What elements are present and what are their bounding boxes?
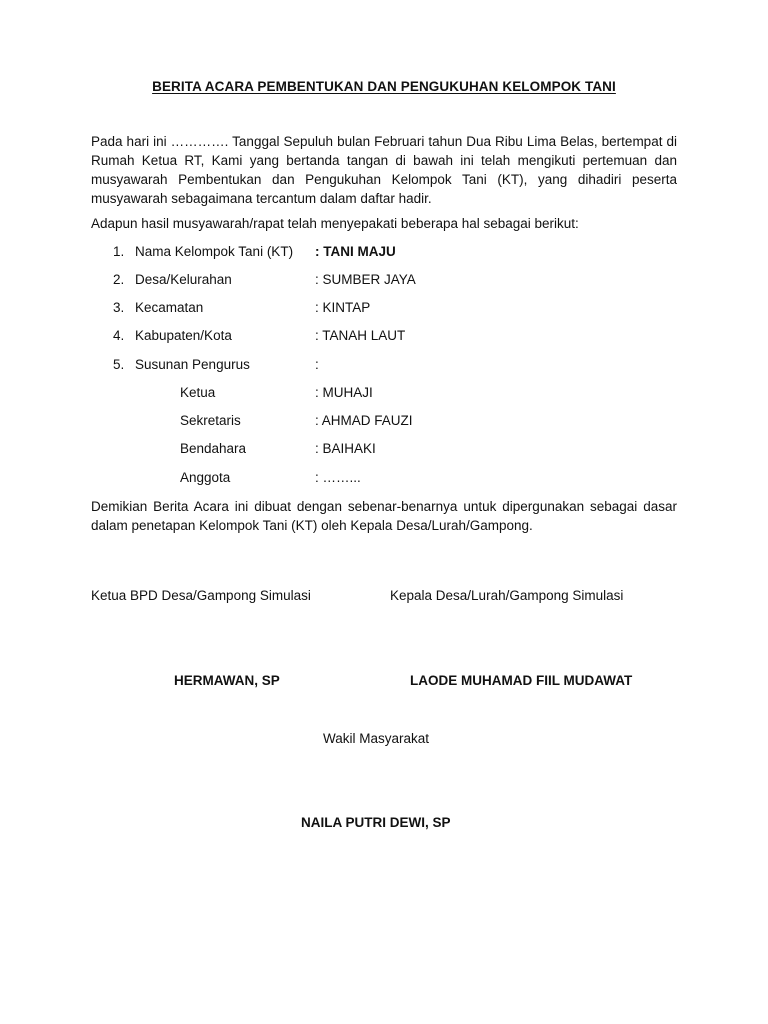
list-item — [113, 270, 673, 290]
list-item-label: Kecamatan — [135, 300, 204, 315]
officer-row-sekretaris — [113, 411, 673, 431]
list-item-value: : TANI MAJU — [315, 244, 396, 259]
agreement-intro-paragraph: Adapun hasil musyawarah/rapat telah menyepakati beberapa hal sebagai berikut: — [91, 216, 579, 231]
list-item-label: Susunan Pengurus — [135, 357, 250, 372]
officer-row-anggota — [113, 468, 673, 488]
list-item-value: : TANAH LAUT — [315, 328, 406, 343]
list-item-value: : — [315, 357, 319, 372]
center-signatory-title: Wakil Masyarakat — [323, 731, 430, 746]
officer-role: Anggota — [180, 470, 231, 485]
list-item-label: Desa/Kelurahan — [135, 272, 232, 287]
officer-name: : ……... — [315, 470, 361, 485]
list-item-value: : SUMBER JAYA — [315, 272, 416, 287]
list-item — [113, 242, 673, 262]
officer-role: Sekretaris — [180, 413, 241, 428]
list-item-value: : KINTAP — [315, 300, 371, 315]
list-item-number: 3. — [113, 300, 125, 315]
left-signatory-title: Ketua BPD Desa/Gampong Simulasi — [91, 588, 311, 603]
right-signatory-name: LAODE MUHAMAD FIIL MUDAWAT — [410, 673, 633, 688]
list-item — [113, 355, 673, 375]
officer-row-bendahara — [113, 439, 673, 459]
document-title-text: BERITA ACARA PEMBENTUKAN DAN PENGUKUHAN KELOMPOK TANI — [152, 79, 616, 94]
list-item-number: 1. — [113, 244, 125, 259]
officer-name: : MUHAJI — [315, 385, 373, 400]
list-item-number: 2. — [113, 272, 125, 287]
list-item-number: 4. — [113, 328, 125, 343]
center-signatory-name: NAILA PUTRI DEWI, SP — [301, 815, 451, 830]
list-item — [113, 298, 673, 318]
opening-paragraph: Pada hari ini …………. Tanggal Sepuluh bulan Februari tahun Dua Ribu Lima Belas, bertempat di Rumah Ketua RT, Kami yang bertanda tangan di bawah ini telah mengikuti pertemuan dan musyawarah Pembentukan dan Pengukuhan Kelompok Tani (KT), yang dihadiri peserta musyawarah sebagaimana tercantum dalam daftar hadir. — [91, 134, 677, 206]
officer-role: Bendahara — [180, 441, 247, 456]
list-item-label: Kabupaten/Kota — [135, 328, 232, 343]
left-signatory-name: HERMAWAN, SP — [174, 673, 280, 688]
officer-name: : AHMAD FAUZI — [315, 413, 413, 428]
officer-role: Ketua — [180, 385, 216, 400]
closing-paragraph: Demikian Berita Acara ini dibuat dengan sebenar-benarnya untuk dipergunakan sebagai dasar dalam penetapan Kelompok Tani (KT) oleh Kepala Desa/Lurah/Gampong. — [91, 499, 677, 533]
document-title — [0, 79, 768, 94]
officer-row-ketua — [113, 383, 673, 403]
list-item-number: 5. — [113, 357, 125, 372]
list-item — [113, 326, 673, 346]
officer-name: : BAIHAKI — [315, 441, 376, 456]
list-item-label: Nama Kelompok Tani (KT) — [135, 244, 294, 259]
right-signatory-title: Kepala Desa/Lurah/Gampong Simulasi — [390, 588, 624, 603]
